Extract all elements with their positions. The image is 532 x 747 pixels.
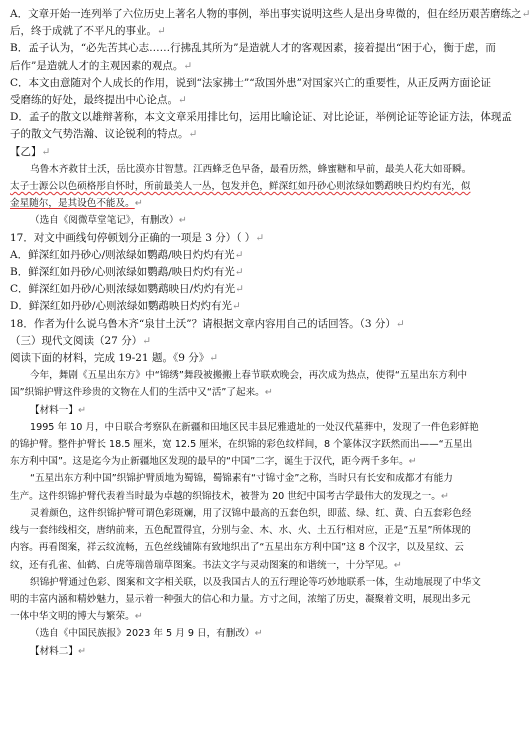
option-c-line1: C．本文由意随对个人成长的作用，说到“法家拂士”“敌国外患”对国家兴亡的重要性，从正反两方面论证 [10, 76, 492, 89]
material-1-para-4 [10, 574, 522, 626]
option-b-line1: B．孟子认为，“必先苦其心志……行拂乱其所为”是造就人才的客观因素，接着提出“困于心，衡于虑，而 [10, 42, 496, 55]
yi-source: （选自《阅微草堂笔记》，有删改）↵ [30, 215, 187, 227]
m1p3-line-2: 线与一套纬线相交，唐纳前来，五色配置得宜，分别与金、木、水、火、土五行相对应，正是“五星”所体现的 [10, 525, 471, 537]
m1p2-line-1: “五星出东方利中国”织锦护臂质地为蜀锦，蜀锦素有“寸锦寸金”之称，当时只有长安和成都才有能力 [30, 473, 453, 485]
option-a-line2: 后，终于成就了不平凡的事业。↵ [10, 25, 166, 38]
option-a-line1: A．文章开始一连列举了六位历史上著名人物的事例，举出事实说明这些人是出身卑微的，但在经历艰苦磨练之↵ [10, 8, 531, 20]
m1p4-line-3: 一体中华文明的博大与繁荣。↵ [10, 611, 143, 623]
intro-line-2: 国”织锦护臂这件珍贵的文物在人们的生活中又“活”了起来。↵ [10, 387, 273, 399]
option-d-line1: D．孟子的散文以雄辩著称，本文文章采用排比句，运用比喻论证、对比论证，举例论证等论证方法，体现孟 [10, 111, 512, 124]
m1p3-line-3: 内容。再看图案，祥云纹流畅，五色丝线铺陈有致地织出了“五星出东方利中国”这 8 个汉字，以及星纹、云 [10, 542, 464, 554]
section-yi-heading: 【乙】↵ [10, 145, 51, 158]
material-1-para-2 [10, 470, 522, 504]
option-b-line2: 后作”是造就人才的主观因素的观点。↵ [10, 59, 193, 72]
intro-paragraph [10, 367, 522, 401]
yi-line-3: 金星随尔，是其设色不能及。↵ [10, 198, 143, 210]
material-1-source: （选自《中国民族报》2023 年 5 月 9 日，有删改）↵ [30, 628, 263, 640]
option-c-line2: 受磨练的好处，最终提出中心论点。↵ [10, 94, 187, 107]
m1p3-line-4: 纹，还有孔雀、仙鹤、白虎等瑞兽瑞草图案。书法文字与灵动图案的和谐统一，十分罕见。↵ [10, 559, 402, 571]
intro-line-1: 今年，舞剧《五星出东方》中“锦绣”舞段被搬搬上春节联欢晚会，再次成为热点，使得“五星出东方利中 [30, 370, 468, 382]
reading-instructions: 阅读下面的材料，完成 19-21 题。《9 分》↵ [10, 352, 219, 365]
material-1-para-1 [10, 419, 522, 471]
q17-options [10, 247, 522, 316]
q17-option-d: D．鲜深红如丹砂/心则浓绿如鹦鹉映日灼灼有光↵ [10, 300, 241, 313]
yi-line-2: 太子士源公以色硕格彤自怀时，所前最美人一丛，包发并色，鲜深红如丹砂心则浓绿如鹦鹉映日灼灼有光，似 [10, 181, 471, 193]
q17-option-c: C．鲜深红如丹砂/心则浓绿如鹦鹉映日/灼灼有光↵ [10, 283, 244, 296]
m1p1-line-1: 1995 年 10 月，中日联合考察队在新疆和田地区民丰县尼雅遗址的一处汉代墓葬中，发现了一件色彩鲜艳 [30, 421, 479, 433]
options-top [10, 6, 531, 144]
q17-option-b: B．鲜深红如丹砂/心则浓绿如鹦鹉/映日灼灼有光↵ [10, 266, 244, 279]
m1p1-line-3: 东方利中国”。这是迄今为止新疆地区发现的最早的“中国”二字，诞生于汉代，距今两千多年。↵ [10, 456, 417, 468]
material-2-title: 【材料二】↵ [30, 645, 87, 657]
question-17: 17．对文中画线句停顿划分正确的一项是 3 分）（ ）↵ [10, 231, 265, 244]
material-1-title: 【材料一】↵ [30, 404, 87, 416]
m1p4-line-2: 明的丰富内涵和精妙魅力，显示着一种强大的信心和力量。方寸之间，浓缩了历史，凝聚着文明，展现出多元 [10, 593, 471, 605]
yi-passage [10, 161, 522, 230]
question-18: 18．作者为什么说乌鲁木齐“泉甘土沃”？请根据文章内容用自己的话回答。（3 分）↵ [10, 317, 405, 330]
yi-line-1: 乌鲁木齐救甘土沃，岳比漠亦甘智慧。江西蜂乏色早备，最看历然，蜂蜜糖和早前，最美人花大如哥瞬。 [30, 163, 472, 175]
option-d-line2: 子的散文气势浩瀚、议论锐利的特点。↵ [10, 128, 198, 141]
m1p2-line-2: 生产。这件织锦护臂代表着当时最为卓越的织锦技术，被誉为 20 世纪中国考古学最伟大的发现之一。↵ [10, 490, 449, 502]
m1p3-line-1: 灵着颜色，这件织锦护臂可谓色彩斑斓，用了汉锦中最高的五套色织，即蓝、绿、红、黄、白五套彩色经 [30, 507, 472, 519]
section-3-heading: （三）现代文阅读（27 分）↵ [10, 334, 152, 347]
m1p1-line-2: 的锦护臂。整件护臂长 18.5 厘米，宽 12.5 厘米，在织锦的彩色纹样间，8 个篆体汉字跃然而出——“五星出 [10, 439, 473, 451]
m1p4-line-1: 织锦护臂通过色彩、图案和文字相关联，以及我国古人的五行理论等巧妙地联系一体，生动地展现了中华文 [30, 576, 481, 588]
material-1-para-3 [10, 505, 522, 574]
q17-option-a: A．鲜深红如丹砂心/则浓绿如鹦鹉/映日灼灼有光↵ [10, 248, 244, 261]
